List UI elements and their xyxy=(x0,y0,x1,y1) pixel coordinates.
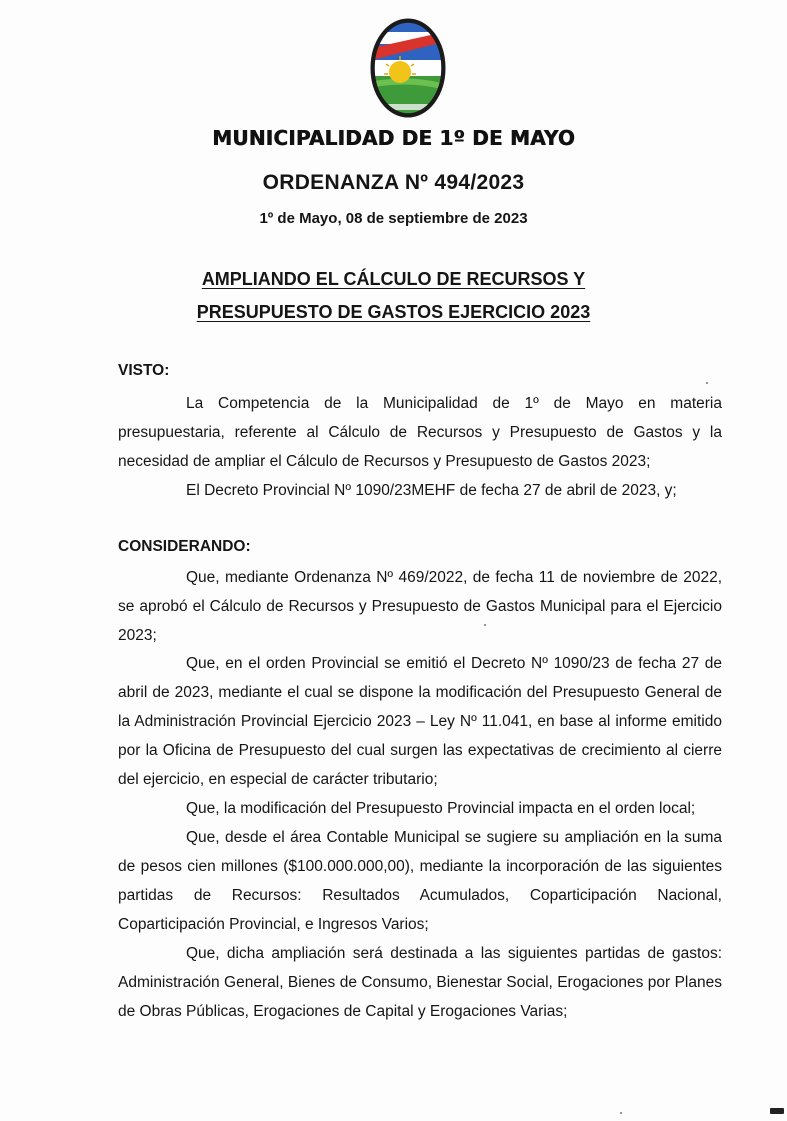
visto-heading: VISTO: xyxy=(118,362,170,379)
considerando-paragraph: Que, la modificación del Presupuesto Provincial impacta en el orden local; xyxy=(186,800,696,817)
visto-paragraph: La Competencia de la Municipalidad de 1º de Mayo en materia presupuestaria, referente al Cálculo de Recursos y Presupuesto de Gastos y la necesidad de ampliar el Cálculo de Recursos y Presupuesto de Gastos 2023; xyxy=(118,395,722,470)
considerando-paragraph: Que, mediante Ordenanza Nº 469/2022, de fecha 11 de noviembre de 2022, se aprobó el Cálculo de Recursos y Presupuesto de Gastos Municipal para el Ejercicio 2023; xyxy=(118,569,722,644)
ordinance-date: 1º de Mayo, 08 de septiembre de 2023 xyxy=(259,210,528,227)
scan-speck xyxy=(484,624,486,626)
considerando-paragraph: Que, dicha ampliación será destinada a las siguientes partidas de gastos: Administración General, Bienes de Consumo, Bienestar Social, Erogaciones por Planes de Obras Públicas, Erogaciones de Capital y Erogaciones Varias; xyxy=(118,945,722,1020)
municipal-coat-of-arms-icon xyxy=(370,18,446,118)
visto-paragraph: El Decreto Provincial Nº 1090/23MEHF de fecha 27 de abril de 2023, y; xyxy=(186,482,677,499)
scan-speck xyxy=(620,1112,622,1114)
considerando-paragraph: Que, desde el área Contable Municipal se sugiere su ampliación en la suma de pesos cien millones ($100.000.000,00), mediante la incorporación de las siguientes partidas de Recursos: Resultados Acumulados, Coparticipación Nacional, Coparticipación Provincial, e Ingresos Varios; xyxy=(118,829,722,933)
subject-line-2: PRESUPUESTO DE GASTOS EJERCICIO 2023 xyxy=(196,302,591,322)
municipality-title: MUNICIPALIDAD DE 1º DE MAYO xyxy=(212,126,575,150)
considerando-paragraph: Que, en el orden Provincial se emitió el Decreto Nº 1090/23 de fecha 27 de abril de 2023, mediante el cual se dispone la modificación del Presupuesto General de la Administración Provincial Ejercicio 2023 – Ley Nº 11.041, en base al informe emitido por la Oficina de Presupuesto del cual surgen las expectativas de crecimiento al cierre del ejercicio, en especial de carácter tributario; xyxy=(118,655,722,788)
scan-speck xyxy=(706,382,708,384)
scan-mark xyxy=(770,1108,784,1114)
subject-line-1: AMPLIANDO EL CÁLCULO DE RECURSOS Y xyxy=(201,269,586,289)
considerando-heading: CONSIDERANDO: xyxy=(118,538,251,555)
ordinance-title: ORDENANZA Nº 494/2023 xyxy=(262,171,525,194)
